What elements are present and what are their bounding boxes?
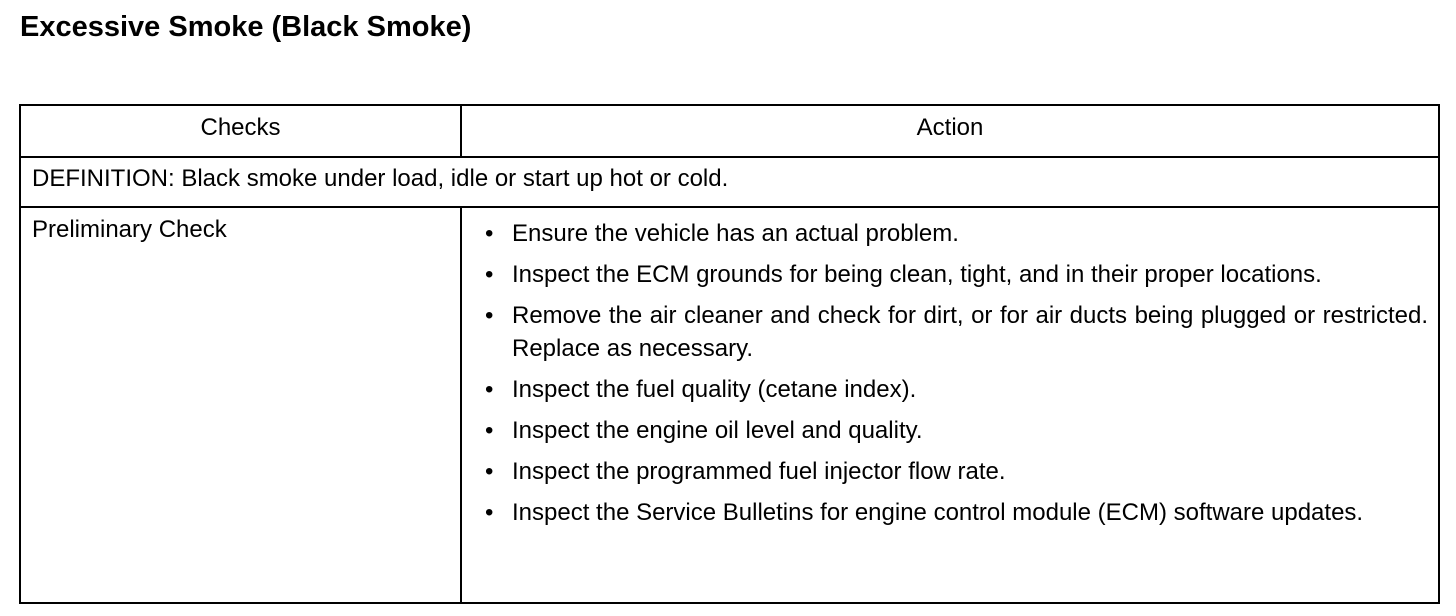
list-item (462, 217, 1428, 250)
definition-row (20, 157, 1439, 207)
list-item (462, 496, 1428, 529)
bullet-icon: • (485, 220, 494, 247)
diagnostic-table (19, 104, 1440, 604)
action-text: Inspect the engine oil level and quality. (512, 417, 923, 444)
table-row (20, 207, 1439, 603)
action-list (462, 217, 1428, 529)
bullet-icon: • (485, 376, 494, 403)
column-header-action: Action (461, 105, 1439, 157)
action-text: Inspect the programmed fuel injector flow rate. (512, 458, 1006, 485)
action-text: Inspect the ECM grounds for being clean, tight, and in their proper locations. (512, 261, 1322, 288)
check-name: Preliminary Check (20, 207, 461, 603)
bullet-icon: • (485, 302, 494, 329)
column-header-checks: Checks (20, 105, 461, 157)
action-text: Inspect the fuel quality (cetane index). (512, 376, 917, 403)
bullet-icon: • (485, 261, 494, 288)
action-cell (461, 207, 1439, 603)
list-item (462, 414, 1428, 447)
bullet-icon: • (485, 417, 494, 444)
list-item (462, 455, 1428, 488)
action-text: Ensure the vehicle has an actual problem. (512, 220, 959, 247)
list-item (462, 299, 1428, 365)
action-text: Inspect the Service Bulletins for engine control module (ECM) software updates. (512, 499, 1364, 526)
definition-text: DEFINITION: Black smoke under load, idle or start up hot or cold. (20, 157, 1439, 207)
action-text: Remove the air cleaner and check for dirt, or for air ducts being plugged or restricted. Replace as necessary. (512, 302, 1428, 362)
page-title: Excessive Smoke (Black Smoke) (20, 11, 472, 43)
bullet-icon: • (485, 458, 494, 485)
list-item (462, 373, 1428, 406)
bullet-icon: • (485, 499, 494, 526)
table-header-row (20, 105, 1439, 157)
list-item (462, 258, 1428, 291)
